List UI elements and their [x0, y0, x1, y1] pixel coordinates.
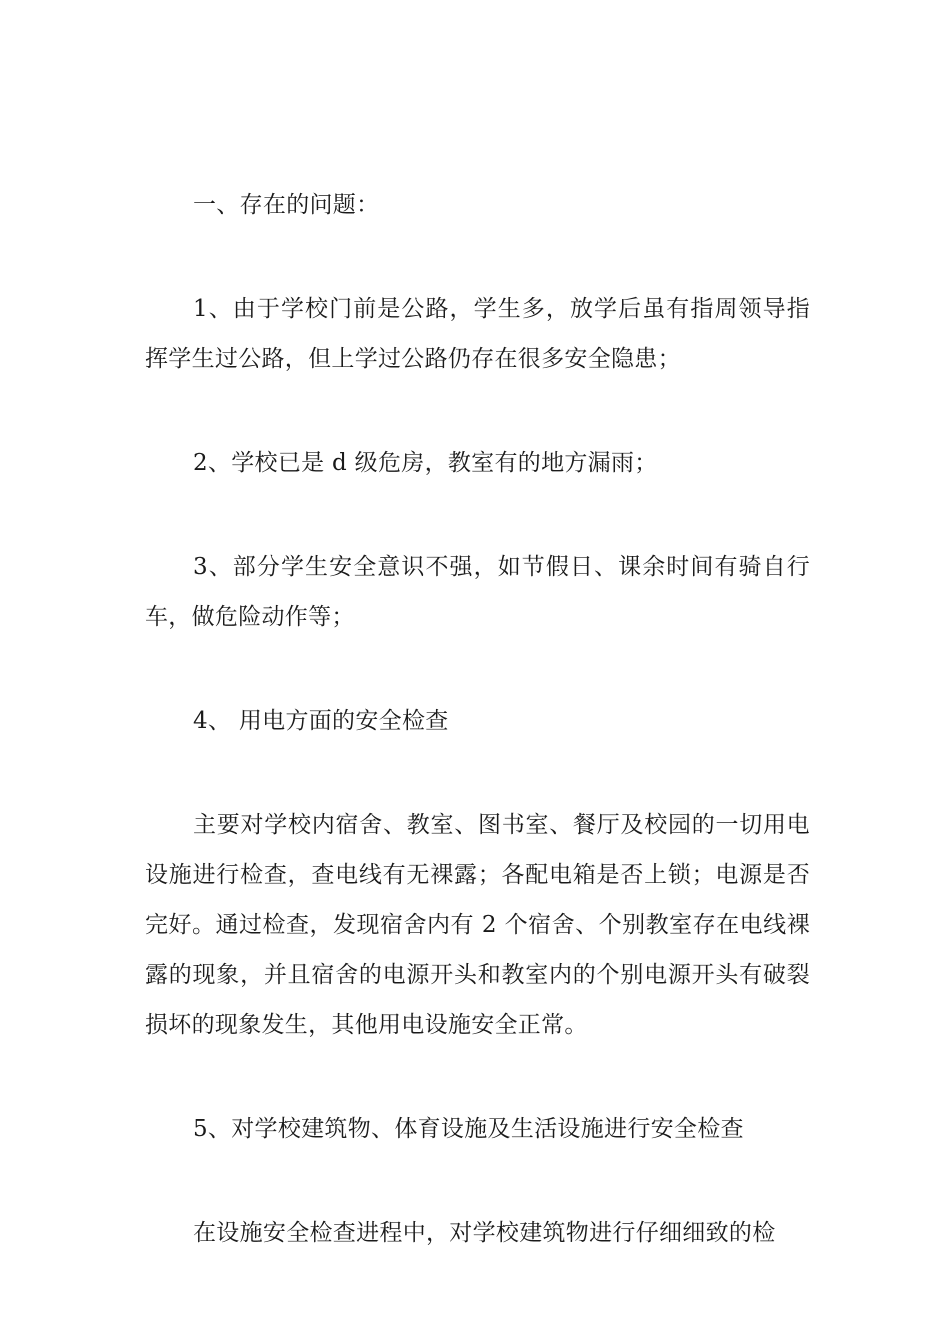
- paragraph-item-1: 1、由于学校门前是公路，学生多，放学后虽有指周领导指挥学生过公路，但上学过公路仍存在很多安全隐患；: [145, 296, 810, 372]
- paragraph-item-4: 4、 用电方面的安全检查: [193, 708, 449, 734]
- document-body: [145, 180, 810, 1258]
- section-heading-problems: 一、存在的问题：: [193, 192, 380, 218]
- paragraph-facility-check: 在设施安全检查进程中，对学校建筑物进行仔细细致的检: [193, 1220, 776, 1246]
- paragraph-item-3: 3、部分学生安全意识不强，如节假日、课余时间有骑自行车，做危险动作等；: [145, 554, 810, 630]
- paragraph-electrical-check: 主要对学校内宿舍、教室、图书室、餐厅及校园的一切用电设施进行检查，查电线有无裸露；各配电箱是否上锁；电源是否完好。通过检查，发现宿舍内有 2 个宿舍、个别教室存在电线裸露的现象，并且宿舍的电源开头和教室内的个别电源开头有破裂损坏的现象发生，其他用电设施安全正常。: [145, 812, 810, 1038]
- paragraph-item-2: 2、学校已是 d 级危房，教室有的地方漏雨；: [193, 450, 658, 476]
- paragraph-item-5: 5、对学校建筑物、体育设施及生活设施进行安全检查: [193, 1116, 744, 1142]
